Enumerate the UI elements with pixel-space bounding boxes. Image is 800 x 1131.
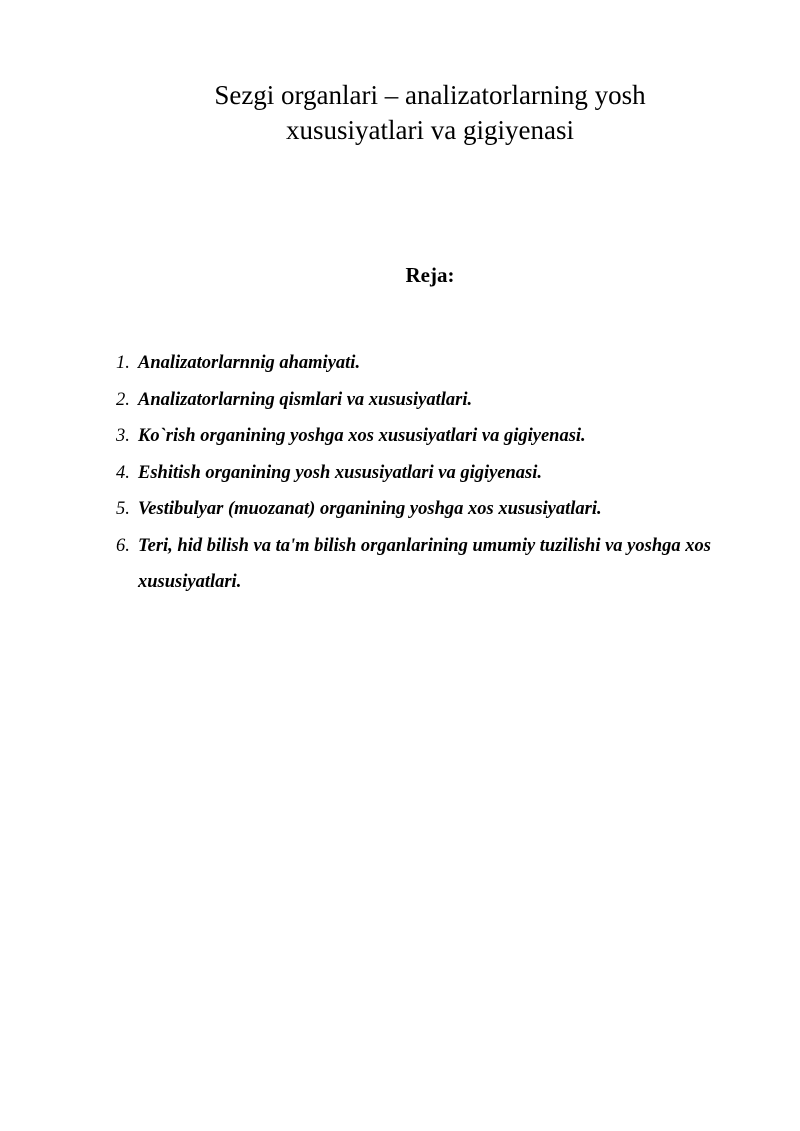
- plan-item-number: 1.: [116, 353, 130, 373]
- plan-item-number: 4.: [116, 462, 130, 483]
- plan-item-5: [116, 491, 756, 528]
- plan-item-text: Vestibulyar (muozanat) organining yoshga xos xususiyatlari.: [138, 499, 602, 519]
- title-line-2: xususiyatlari va gigiyenasi: [286, 115, 574, 145]
- plan-item-1: [116, 345, 756, 382]
- plan-item-text: Teri, hid bilish va ta'm bilish organlarining umumiy tuzilishi va yoshga xos xususiyatlari.: [138, 535, 725, 592]
- plan-item-2: [116, 382, 756, 419]
- plan-item-text: Analizatorlarnnig ahamiyati.: [138, 353, 361, 373]
- plan-item-number: 5.: [116, 499, 130, 519]
- plan-item-text: Eshitish organining yosh xususiyatlari va gigiyenasi.: [138, 462, 543, 483]
- plan-item-4: [116, 455, 756, 492]
- plan-item-number: 3.: [116, 426, 130, 446]
- plan-item-number: 2.: [116, 389, 130, 410]
- document-title: [120, 78, 740, 148]
- plan-item-6: [116, 528, 756, 601]
- plan-item-3: [116, 418, 756, 455]
- title-line-1: Sezgi organlari – analizatorlarning yosh: [214, 80, 646, 110]
- plan-item-number: 6.: [116, 535, 130, 556]
- plan-list: [116, 345, 756, 601]
- plan-heading: Reja:: [405, 263, 455, 287]
- plan-item-text: Ko`rish organining yoshga xos xususiyatlari va gigiyenasi.: [138, 426, 586, 446]
- plan-item-text: Analizatorlarning qismlari va xususiyatlari.: [138, 389, 473, 410]
